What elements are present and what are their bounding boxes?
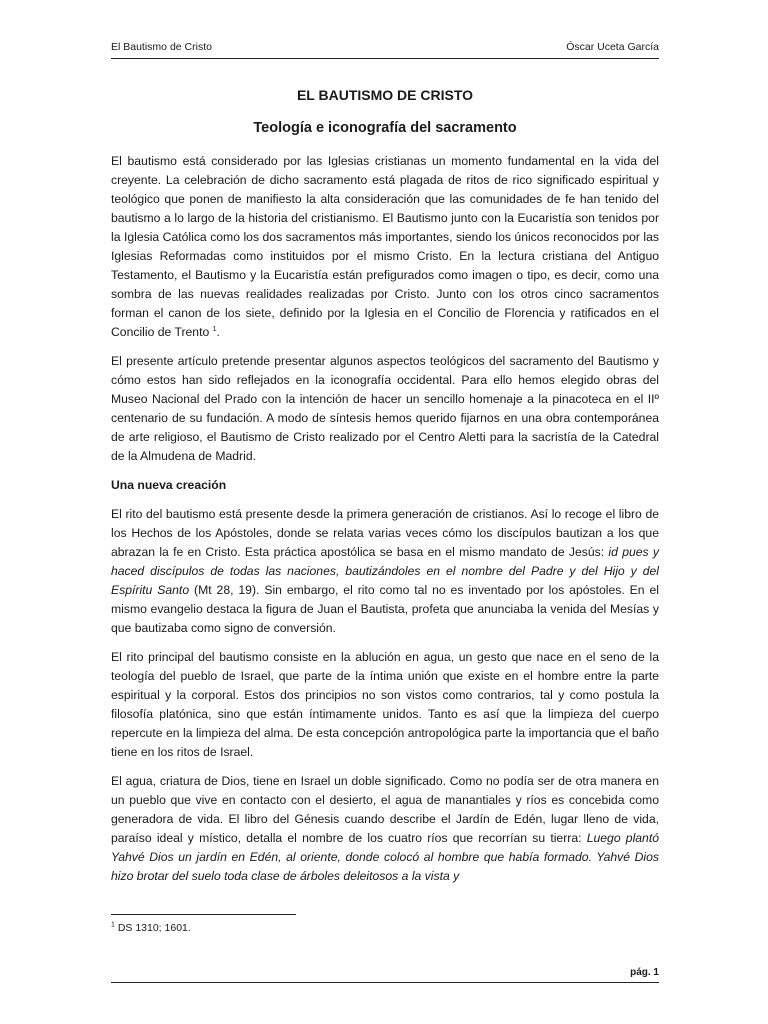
paragraph-5-text-a: El agua, criatura de Dios, tiene en Israel un doble significado. Como no podía ser de otra manera en un pueblo que vive en contacto con el desierto, el agua de manantiales y ríos es concebida como generadora de vida. El libro del Génesis cuando describe el Jardín de Edén, lugar lleno de vida, paraíso ideal y místico, detalla el nombre de los cuatro ríos que recorrían su tierra: xyxy=(111,774,659,845)
footnote-text: DS 1310; 1601. xyxy=(114,922,191,934)
footnote xyxy=(111,921,191,935)
paragraph-1 xyxy=(111,152,659,342)
paragraph-1-end: . xyxy=(216,325,220,339)
paragraph-3 xyxy=(111,505,659,638)
page-number: pág. 1 xyxy=(630,967,659,978)
paragraph-3-text-b: (Mt 28, 19). Sin embargo, el rito como tal no es inventado por los apóstoles. En el mismo evangelio destaca la figura de Juan el Bautista, profeta que anunciaba la venida del Mesías y que bautizaba como signo de conversión. xyxy=(111,583,659,635)
footnote-reference[interactable]: 1 xyxy=(212,325,217,333)
page-title: EL BAUTISMO DE CRISTO xyxy=(296,87,474,103)
header-author: Óscar Uceta García xyxy=(566,41,659,53)
paragraph-3-text-a: El rito del bautismo está presente desde la primera generación de cristianos. Así lo recoge el libro de los Hechos de los Apóstoles, donde se relata varias veces cómo los discípulos bautizan a los que abrazan la fe en Cristo. Esta práctica apostólica se basa en el mismo mandato de Jesús: xyxy=(111,507,659,559)
running-header xyxy=(111,40,659,59)
paragraph-5-quote: Luego plantó Yahvé Dios un jardín en Edén, al oriente, donde colocó al hombre que había formado. Yahvé Dios hizo brotar del suelo toda clase de árboles deleitosos a la vista y xyxy=(111,831,660,883)
paragraph-3-quote: id pues y haced discípulos de todas las naciones, bautizándoles en el nombre del Padre y del Hijo y del Espíritu Santo xyxy=(111,545,660,597)
footnote-number: 1 xyxy=(111,921,115,929)
paragraph-1-text: El bautismo está considerado por las Iglesias cristianas un momento fundamental en la vida del creyente. La celebración de dicho sacramento está plagada de ritos de rico significado espiritual y teológico que ponen de manifiesto la alta consideración que las comunidades de fe han tenido del bautismo a lo largo de la historia del cristianismo. El Bautismo junto con la Eucaristía son tenidos por la Iglesia Católica como los dos sacramentos más importantes, siendo los únicos reconocidos por las Iglesias Reformadas como instituidos por el mismo Cristo. En la lectura cristiana del Antiguo Testamento, el Bautismo y la Eucaristía están prefigurados como imagen o tipo, es decir, como una sombra de las nuevas realidades realizadas por Cristo. Junto con los otros cinco sacramentos forman el canon de los siete, definido por la Iglesia en el Concilio de Florencia y ratificados en el Concilio de Trento xyxy=(111,154,659,339)
header-document-title: El Bautismo de Cristo xyxy=(111,41,212,53)
paragraph-5 xyxy=(111,772,659,886)
paragraph-2: El presente artículo pretende presentar algunos aspectos teológicos del sacramento del Bautismo y cómo estos han sido reflejados en la iconografía occidental. Para ello hemos elegido obras del Museo Nacional del Prado con la intención de hacer un sencillo homenaje a la pinacoteca en el IIº centenario de su fundación. A modo de síntesis hemos querido fijarnos en una obra contemporánea de arte religioso, el Bautismo de Cristo realizado por el Centro Aletti para la sacristía de la Catedral de la Almudena de Madrid. xyxy=(111,354,659,463)
page-subtitle: Teología e iconografía del sacramento xyxy=(253,120,517,136)
section-heading: Una nueva creación xyxy=(111,478,227,492)
document-body xyxy=(111,86,659,896)
running-footer xyxy=(111,966,659,983)
paragraph-4: El rito principal del bautismo consiste en la ablución en agua, un gesto que nace en el seno de la teología del pueblo de Israel, que parte de la íntima unión que existe en el hombre entre la parte espiritual y la corporal. Estos dos principios no son vistos como contrarios, tal y como postula la filosofía platónica, sino que están íntimamente unidos. Tanto es así que la limpieza del cuerpo repercute en la limpieza del alma. De esta concepción antropológica parte la importancia que el baño tiene en los ritos de Israel. xyxy=(111,650,659,759)
footnote-divider xyxy=(111,914,296,915)
